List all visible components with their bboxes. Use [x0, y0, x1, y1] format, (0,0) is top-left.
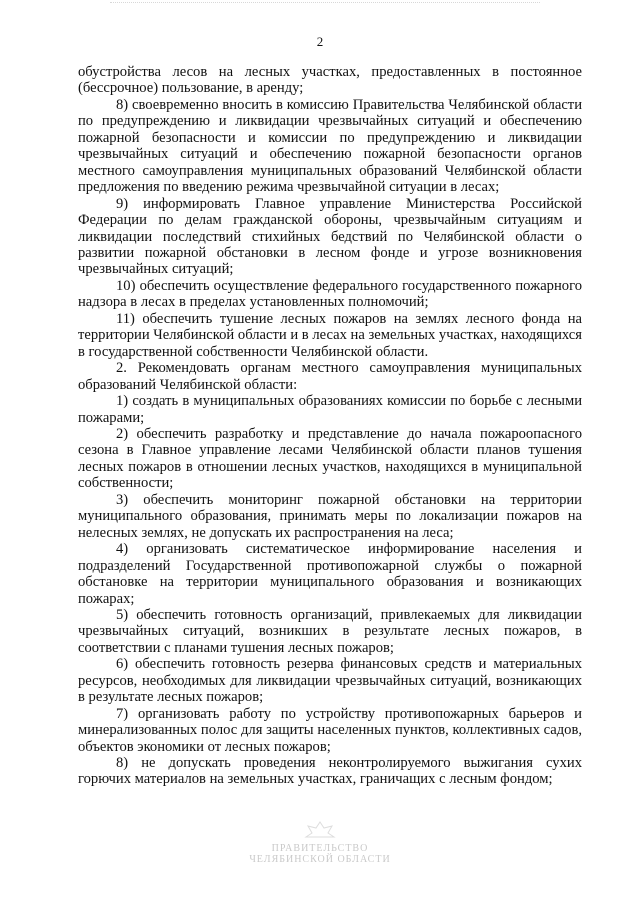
paragraph-sub-4: 4) организовать систематическое информирование населения и подразделений Государственной противопожарной службы о пожарной обстановке на территории муниципального образования и возникающих пожарах;	[78, 541, 582, 607]
paragraph-sub-2: 2) обеспечить разработку и представление до начала пожароопасного сезона в Главное управление лесами Челябинской области планов тушения лесных пожаров в отношении лесных участков, находящихся в муниципальной собственности;	[78, 425, 582, 492]
government-watermark	[0, 820, 640, 865]
document-body	[78, 64, 582, 788]
paragraph-sub-3: 3) обеспечить мониторинг пожарной обстановки на территории муниципального образования, принимать меры по локализации пожаров на нелесных землях, не допускать их распространения на леса;	[78, 491, 582, 541]
paragraph-sub-6: 6) обеспечить готовность резерва финансовых средств и материальных ресурсов, необходимых для ликвидации чрезвычайных ситуаций, возникающих в результате лесных пожаров;	[78, 656, 582, 706]
paragraph-sub-1: 1) создать в муниципальных образованиях комиссии по борьбе с лесными пожарами;	[78, 393, 582, 426]
paragraph-section-2: 2. Рекомендовать органам местного самоуправления муниципальных образований Челябинской области:	[78, 360, 582, 393]
paragraph-sub-5: 5) обеспечить готовность организаций, привлекаемых для ликвидации чрезвычайных ситуаций, возникших в результате лесных пожаров, в соответствии с планами тушения лесных пожаров;	[78, 606, 582, 656]
paragraph-sub-7: 7) организовать работу по устройству противопожарных барьеров и минерализованных полос для защиты населенных пунктов, коллективных садов, объектов экономики от лесных пожаров;	[78, 705, 582, 755]
watermark-line-2: ЧЕЛЯБИНСКОЙ ОБЛАСТИ	[249, 854, 391, 865]
paragraph-item-11: 11) обеспечить тушение лесных пожаров на землях лесного фонда на территории Челябинской области и в лесах на земельных участках, находящихся в государственной собственности Челябинской области.	[78, 310, 582, 360]
paragraph-item-9: 9) информировать Главное управление Министерства Российской Федерации по делам гражданской обороны, чрезвычайным ситуациям и ликвидации последствий стихийных бедствий по Челябинской области о развитии пожарной обстановки в лесном фонде и угрозе возникновения чрезвычайных ситуаций;	[78, 195, 582, 278]
emblem-icon	[302, 820, 338, 840]
watermark-line-1: ПРАВИТЕЛЬСТВО	[271, 843, 369, 854]
paragraph-item-10: 10) обеспечить осуществление федерального государственного пожарного надзора в лесах в пределах установленных полномочий;	[78, 277, 582, 311]
paragraph-item-8: 8) своевременно вносить в комиссию Правительства Челябинской области по предупреждению и ликвидации чрезвычайных ситуаций и обеспечению пожарной безопасности и комиссии по предупреждению и ликвидации чрезвычайных ситуаций и обеспечению пожарной безопасности органов местного самоуправления муниципальных образований Челябинской области предложения по введению режима чрезвычайной ситуации в лесах;	[78, 96, 582, 196]
page-number: 2	[316, 34, 324, 49]
scan-artifact-line	[110, 2, 540, 5]
paragraph-continuation: обустройства лесов на лесных участках, предоставленных в постоянное (бессрочное) пользование, в аренду;	[78, 64, 582, 97]
paragraph-sub-8: 8) не допускать проведения неконтролируемого выжигания сухих горючих материалов на земельных участках, граничащих с лесным фондом;	[78, 755, 582, 788]
